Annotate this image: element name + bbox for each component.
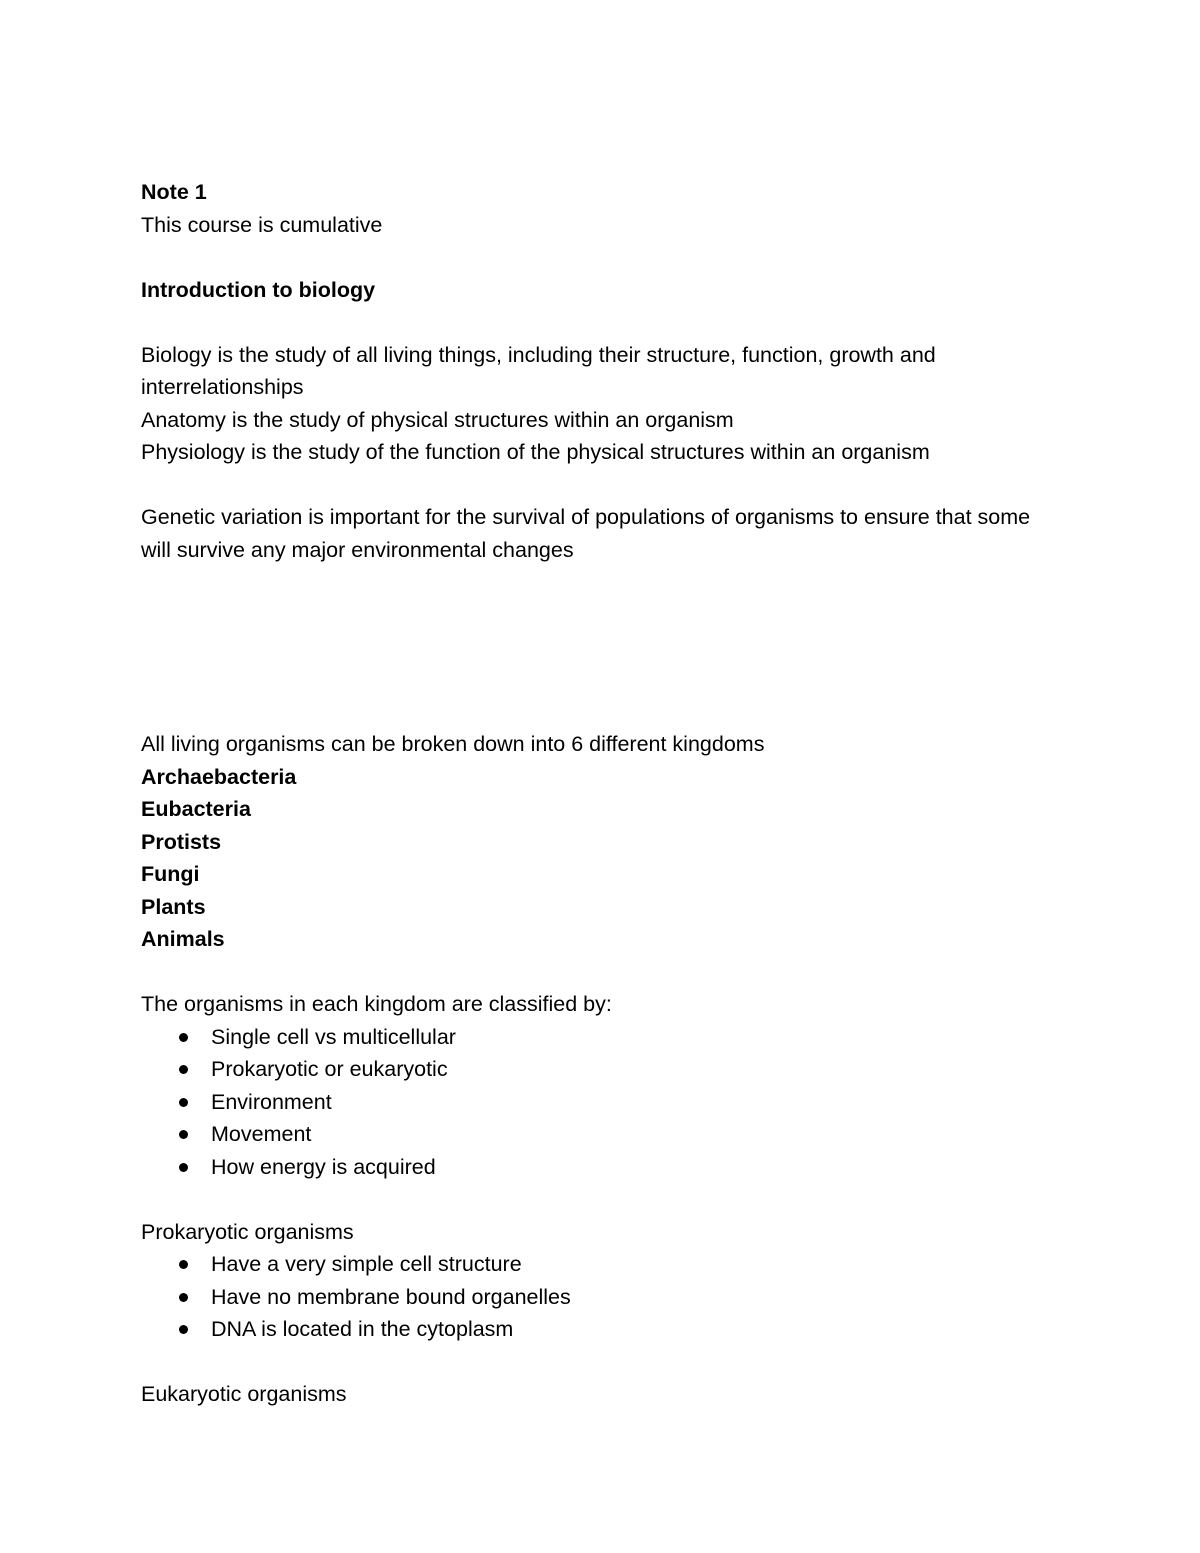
bullet-icon <box>179 1033 188 1042</box>
bullet-icon <box>179 1293 188 1302</box>
list-item-text: How energy is acquired <box>211 1154 436 1179</box>
kingdom-item: Eubacteria <box>141 797 251 821</box>
spacer <box>141 241 1061 274</box>
list-item-text: DNA is located in the cytoplasm <box>211 1317 514 1341</box>
list-item <box>141 1313 1061 1346</box>
bullet-icon <box>179 1163 188 1172</box>
list-item <box>141 1151 1061 1184</box>
kingdom-item: Animals <box>141 927 225 951</box>
list-item <box>141 1021 1061 1054</box>
anatomy-definition: Anatomy is the study of physical structures within an organism <box>141 407 734 432</box>
classification-list <box>141 1021 1061 1184</box>
list-item <box>141 1053 1061 1086</box>
list-item <box>141 1086 1061 1119</box>
list-item <box>141 1118 1061 1151</box>
spacer <box>141 306 1061 339</box>
kingdom-item: Archaebacteria <box>141 764 297 789</box>
eukaryotic-heading: Eukaryotic organisms <box>141 1382 347 1406</box>
intro-heading: Introduction to biology <box>141 277 376 302</box>
bullet-icon <box>179 1260 188 1269</box>
note-title: Note 1 <box>141 180 207 204</box>
physiology-definition: Physiology is the study of the function of the physical structures within an organism <box>141 440 930 464</box>
bullet-icon <box>179 1130 188 1139</box>
classification-intro: The organisms in each kingdom are classified by: <box>141 992 612 1016</box>
kingdoms-intro: All living organisms can be broken down into 6 different kingdoms <box>141 732 765 756</box>
spacer <box>141 469 1061 502</box>
biology-definition: Biology is the study of all living things, including their structure, function, growth and interrelationships <box>141 342 936 399</box>
kingdom-item: Plants <box>141 894 206 919</box>
genetic-variation-text: Genetic variation is important for the survival of populations of organisms to ensure that some will survive any major environmental changes <box>141 505 1031 562</box>
list-item-text: Environment <box>211 1089 332 1114</box>
list-item-text: Have a very simple cell structure <box>211 1252 522 1276</box>
document-page <box>141 176 1061 1411</box>
list-item-text: Have no membrane bound organelles <box>211 1284 571 1309</box>
bullet-icon <box>179 1065 188 1074</box>
list-item <box>141 1281 1061 1314</box>
bullet-icon <box>179 1098 188 1107</box>
kingdom-item: Protists <box>141 829 222 854</box>
kingdom-item: Fungi <box>141 862 200 886</box>
spacer <box>141 566 1061 728</box>
list-item <box>141 1248 1061 1281</box>
spacer <box>141 1183 1061 1216</box>
bullet-icon <box>179 1325 188 1334</box>
prokaryotic-heading: Prokaryotic organisms <box>141 1219 354 1244</box>
spacer <box>141 956 1061 989</box>
list-item-text: Single cell vs multicellular <box>211 1024 456 1049</box>
list-item-text: Movement <box>211 1122 312 1146</box>
list-item-text: Prokaryotic or eukaryotic <box>211 1057 448 1081</box>
course-note: This course is cumulative <box>141 212 383 237</box>
prokaryotic-list <box>141 1248 1061 1346</box>
spacer <box>141 1346 1061 1379</box>
